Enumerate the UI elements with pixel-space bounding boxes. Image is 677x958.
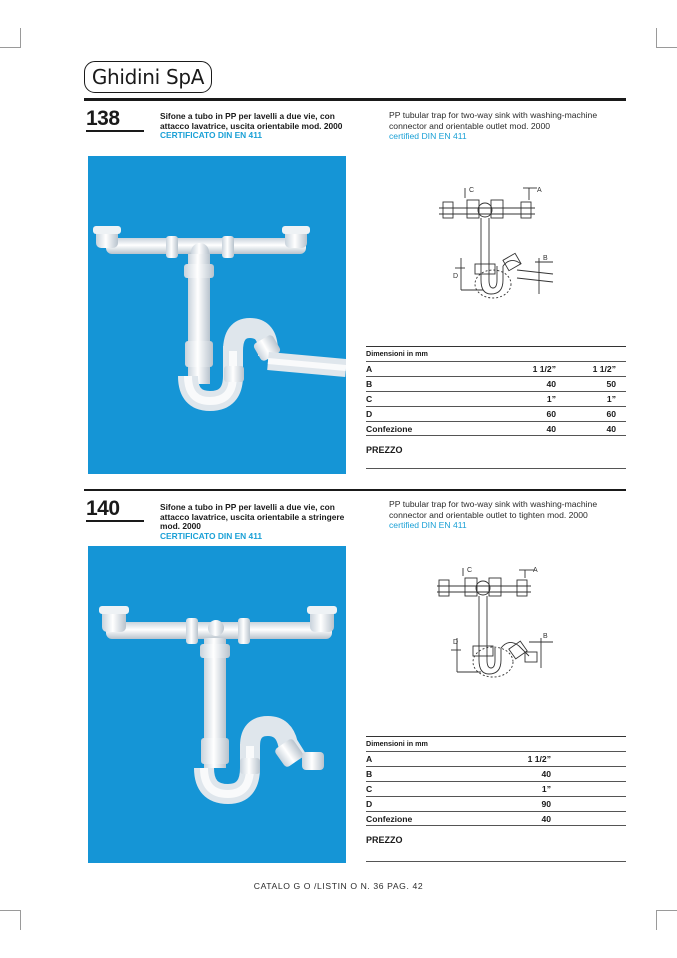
sink-trap-illustration [88, 156, 346, 474]
drawing-label-c: C [467, 567, 473, 574]
product-photo [88, 546, 346, 863]
specs-header: Dimensioni in mm [366, 346, 626, 362]
spec-label: B [366, 768, 373, 779]
spec-value: 40 [541, 813, 551, 824]
code-underline [86, 130, 144, 132]
drawing-label-d: D [453, 273, 459, 280]
spec-row [366, 752, 626, 767]
price-rule [366, 468, 626, 469]
spec-value: 1” [546, 393, 556, 404]
drawing-label-a: A [537, 187, 542, 194]
drawing-label-a: A [533, 567, 538, 574]
specs-table [366, 346, 626, 436]
description-en [389, 110, 629, 142]
description-en-text: PP tubular trap for two-way sink with washing-machine connector and orientable outlet mod. 2000 [389, 110, 598, 131]
brand-logo: Ghidini SpA [84, 61, 212, 93]
description-en-text: PP tubular trap for two-way sink with washing-machine connector and orientable outlet to tighten mod. 2000 [389, 499, 598, 520]
description-en [389, 499, 629, 531]
spec-row [366, 362, 626, 377]
certification-en: certified DIN EN 411 [389, 131, 467, 142]
drawing-label-c: C [469, 187, 475, 194]
crop-mark [656, 28, 657, 48]
spec-row [366, 782, 626, 797]
spec-row [366, 797, 626, 812]
page-footer: CATALO G O /LISTIN O N. 36 PAG. 42 [253, 881, 424, 891]
crop-mark [0, 910, 20, 911]
price-label: PREZZO [366, 445, 403, 455]
spec-value: 1” [541, 783, 551, 794]
spec-value: 40 [541, 768, 551, 779]
code-underline [86, 520, 144, 522]
drawing-label-b: B [543, 633, 548, 640]
spec-row [366, 392, 626, 407]
certification-it: CERTIFICATO DIN EN 411 [160, 130, 263, 141]
spec-label: A [366, 753, 373, 764]
drawing-label-d: D [453, 639, 459, 646]
certification-it: CERTIFICATO DIN EN 411 [160, 530, 263, 541]
spec-label: D [366, 408, 373, 419]
spec-value: 1 1/2” [592, 363, 616, 374]
specs-header: Dimensioni in mm [366, 736, 626, 752]
drawing-label-b: B [543, 255, 548, 262]
technical-drawing [425, 180, 560, 310]
spec-value: 90 [541, 798, 551, 809]
crop-mark [657, 910, 677, 911]
spec-value: 40 [546, 423, 556, 434]
spec-label: Confezione [366, 813, 413, 824]
spec-row [366, 812, 626, 827]
crop-mark [0, 47, 20, 48]
crop-mark [20, 28, 21, 48]
spec-label: C [366, 783, 373, 794]
header-rule [84, 98, 626, 101]
spec-value: 1 1/2” [527, 753, 551, 764]
spec-row [366, 377, 626, 392]
spec-value: 40 [546, 378, 556, 389]
technical-drawing [425, 560, 560, 690]
certification-en: certified DIN EN 411 [389, 520, 467, 531]
spec-row [366, 767, 626, 782]
product-code: 140 [86, 497, 120, 520]
description-it-text: Sifone a tubo in PP per lavelli a due vie, con attacco lavatrice, uscita orientabile mod. 2000 [160, 111, 343, 131]
spec-value: 1 1/2” [532, 363, 556, 374]
section-divider [84, 489, 626, 491]
spec-row [366, 407, 626, 422]
spec-row [366, 422, 626, 437]
sink-trap-illustration [88, 546, 346, 863]
spec-value: 40 [606, 423, 616, 434]
spec-label: A [366, 363, 373, 374]
description-it [160, 503, 360, 541]
spec-value: 60 [546, 408, 556, 419]
spec-label: Confezione [366, 423, 413, 434]
product-photo [88, 156, 346, 474]
spec-label: C [366, 393, 373, 404]
spec-value: 1” [606, 393, 616, 404]
price-rule [366, 861, 626, 862]
price-label: PREZZO [366, 835, 403, 845]
description-it [160, 112, 360, 141]
specs-table [366, 736, 626, 826]
crop-mark [657, 47, 677, 48]
spec-label: D [366, 798, 373, 809]
spec-label: B [366, 378, 373, 389]
crop-mark [656, 910, 657, 930]
product-code: 138 [86, 107, 120, 130]
crop-mark [20, 910, 21, 930]
description-it-text: Sifone a tubo in PP per lavelli a due vie, con attacco lavatrice, uscita orientabile a stringere mod. 2000 [160, 502, 345, 532]
spec-value: 60 [606, 408, 616, 419]
spec-value: 50 [606, 378, 616, 389]
